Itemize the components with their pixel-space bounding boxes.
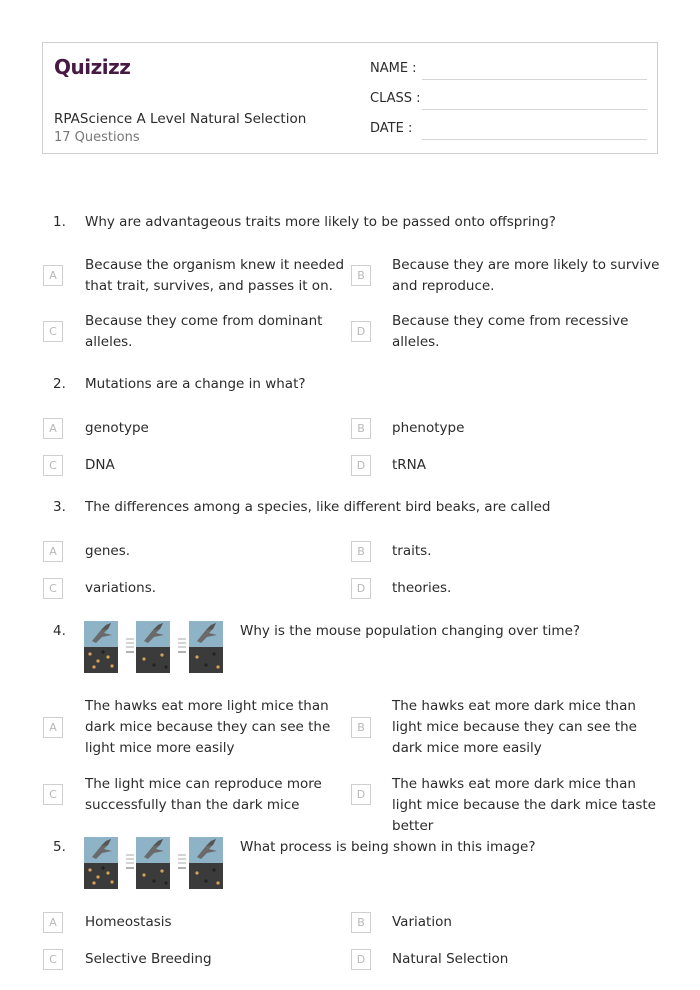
hawk-mice-illustration xyxy=(84,837,223,889)
option-letter-a[interactable]: A xyxy=(43,912,63,933)
question-number: 1. xyxy=(53,214,66,230)
option-text-b[interactable]: phenotype xyxy=(392,420,465,436)
question-number: 4. xyxy=(53,623,66,639)
option-text-d[interactable]: The hawks eat more dark mice than light mice because the dark mice taste better xyxy=(392,776,656,834)
hawk-mice-illustration xyxy=(84,621,223,673)
option-letter-a[interactable]: A xyxy=(43,265,63,286)
option-letter-b[interactable]: B xyxy=(351,265,371,286)
option-text-a[interactable]: genotype xyxy=(85,420,149,436)
option-letter-c[interactable]: C xyxy=(43,784,63,805)
quizizz-logo: Quizizz xyxy=(54,55,131,79)
worksheet-title: RPAScience A Level Natural Selection xyxy=(54,111,307,127)
option-letter-c[interactable]: C xyxy=(43,455,63,476)
question-number: 5. xyxy=(53,839,66,855)
option-letter-a[interactable]: A xyxy=(43,717,63,738)
worksheet-header xyxy=(42,42,658,154)
option-text-d[interactable]: Because they come from recessive alleles. xyxy=(392,313,629,350)
option-letter-b[interactable]: B xyxy=(351,541,371,562)
name-line[interactable] xyxy=(422,79,647,80)
question-text: Mutations are a change in what? xyxy=(85,376,306,392)
option-letter-d[interactable]: D xyxy=(351,578,371,599)
question-text: Why are advantageous traits more likely to be passed onto offspring? xyxy=(85,214,556,230)
option-text-d[interactable]: theories. xyxy=(392,580,452,596)
option-letter-a[interactable]: A xyxy=(43,418,63,439)
option-letter-b[interactable]: B xyxy=(351,418,371,439)
option-letter-d[interactable]: D xyxy=(351,455,371,476)
question-number: 3. xyxy=(53,499,66,515)
option-text-a[interactable]: genes. xyxy=(85,543,131,559)
option-text-b[interactable]: The hawks eat more dark mice than light mice because they can see the dark mice more easily xyxy=(392,698,637,756)
option-text-b[interactable]: Variation xyxy=(392,914,452,930)
question-text: What process is being shown in this image? xyxy=(240,839,536,855)
option-text-b[interactable]: Because they are more likely to survive and reproduce. xyxy=(392,257,660,294)
name-label: NAME : xyxy=(370,61,417,76)
option-text-c[interactable]: The light mice can reproduce more successfully than the dark mice xyxy=(85,776,322,813)
class-label: CLASS : xyxy=(370,91,421,106)
option-text-d[interactable]: tRNA xyxy=(392,457,427,473)
option-letter-d[interactable]: D xyxy=(351,321,371,342)
class-line[interactable] xyxy=(422,109,647,110)
date-line[interactable] xyxy=(422,139,647,140)
option-letter-d[interactable]: D xyxy=(351,949,371,970)
option-text-c[interactable]: Selective Breeding xyxy=(85,951,212,967)
option-letter-b[interactable]: B xyxy=(351,912,371,933)
question-count: 17 Questions xyxy=(54,130,140,145)
option-letter-a[interactable]: A xyxy=(43,541,63,562)
option-letter-d[interactable]: D xyxy=(351,784,371,805)
option-letter-c[interactable]: C xyxy=(43,578,63,599)
option-text-d[interactable]: Natural Selection xyxy=(392,951,509,967)
option-text-a[interactable]: Because the organism knew it needed that trait, survives, and passes it on. xyxy=(85,257,345,294)
date-label: DATE : xyxy=(370,121,413,136)
question-text: The differences among a species, like different bird beaks, are called xyxy=(85,499,551,515)
option-text-a[interactable]: The hawks eat more light mice than dark mice because they can see the light mice more easily xyxy=(85,698,331,756)
option-text-c[interactable]: Because they come from dominant alleles. xyxy=(85,313,323,350)
option-letter-c[interactable]: C xyxy=(43,321,63,342)
option-text-c[interactable]: variations. xyxy=(85,580,157,596)
option-text-c[interactable]: DNA xyxy=(85,457,115,473)
question-number: 2. xyxy=(53,376,66,392)
option-text-b[interactable]: traits. xyxy=(392,543,432,559)
option-letter-b[interactable]: B xyxy=(351,717,371,738)
option-text-a[interactable]: Homeostasis xyxy=(85,914,172,930)
question-text: Why is the mouse population changing over time? xyxy=(240,623,581,639)
option-letter-c[interactable]: C xyxy=(43,949,63,970)
